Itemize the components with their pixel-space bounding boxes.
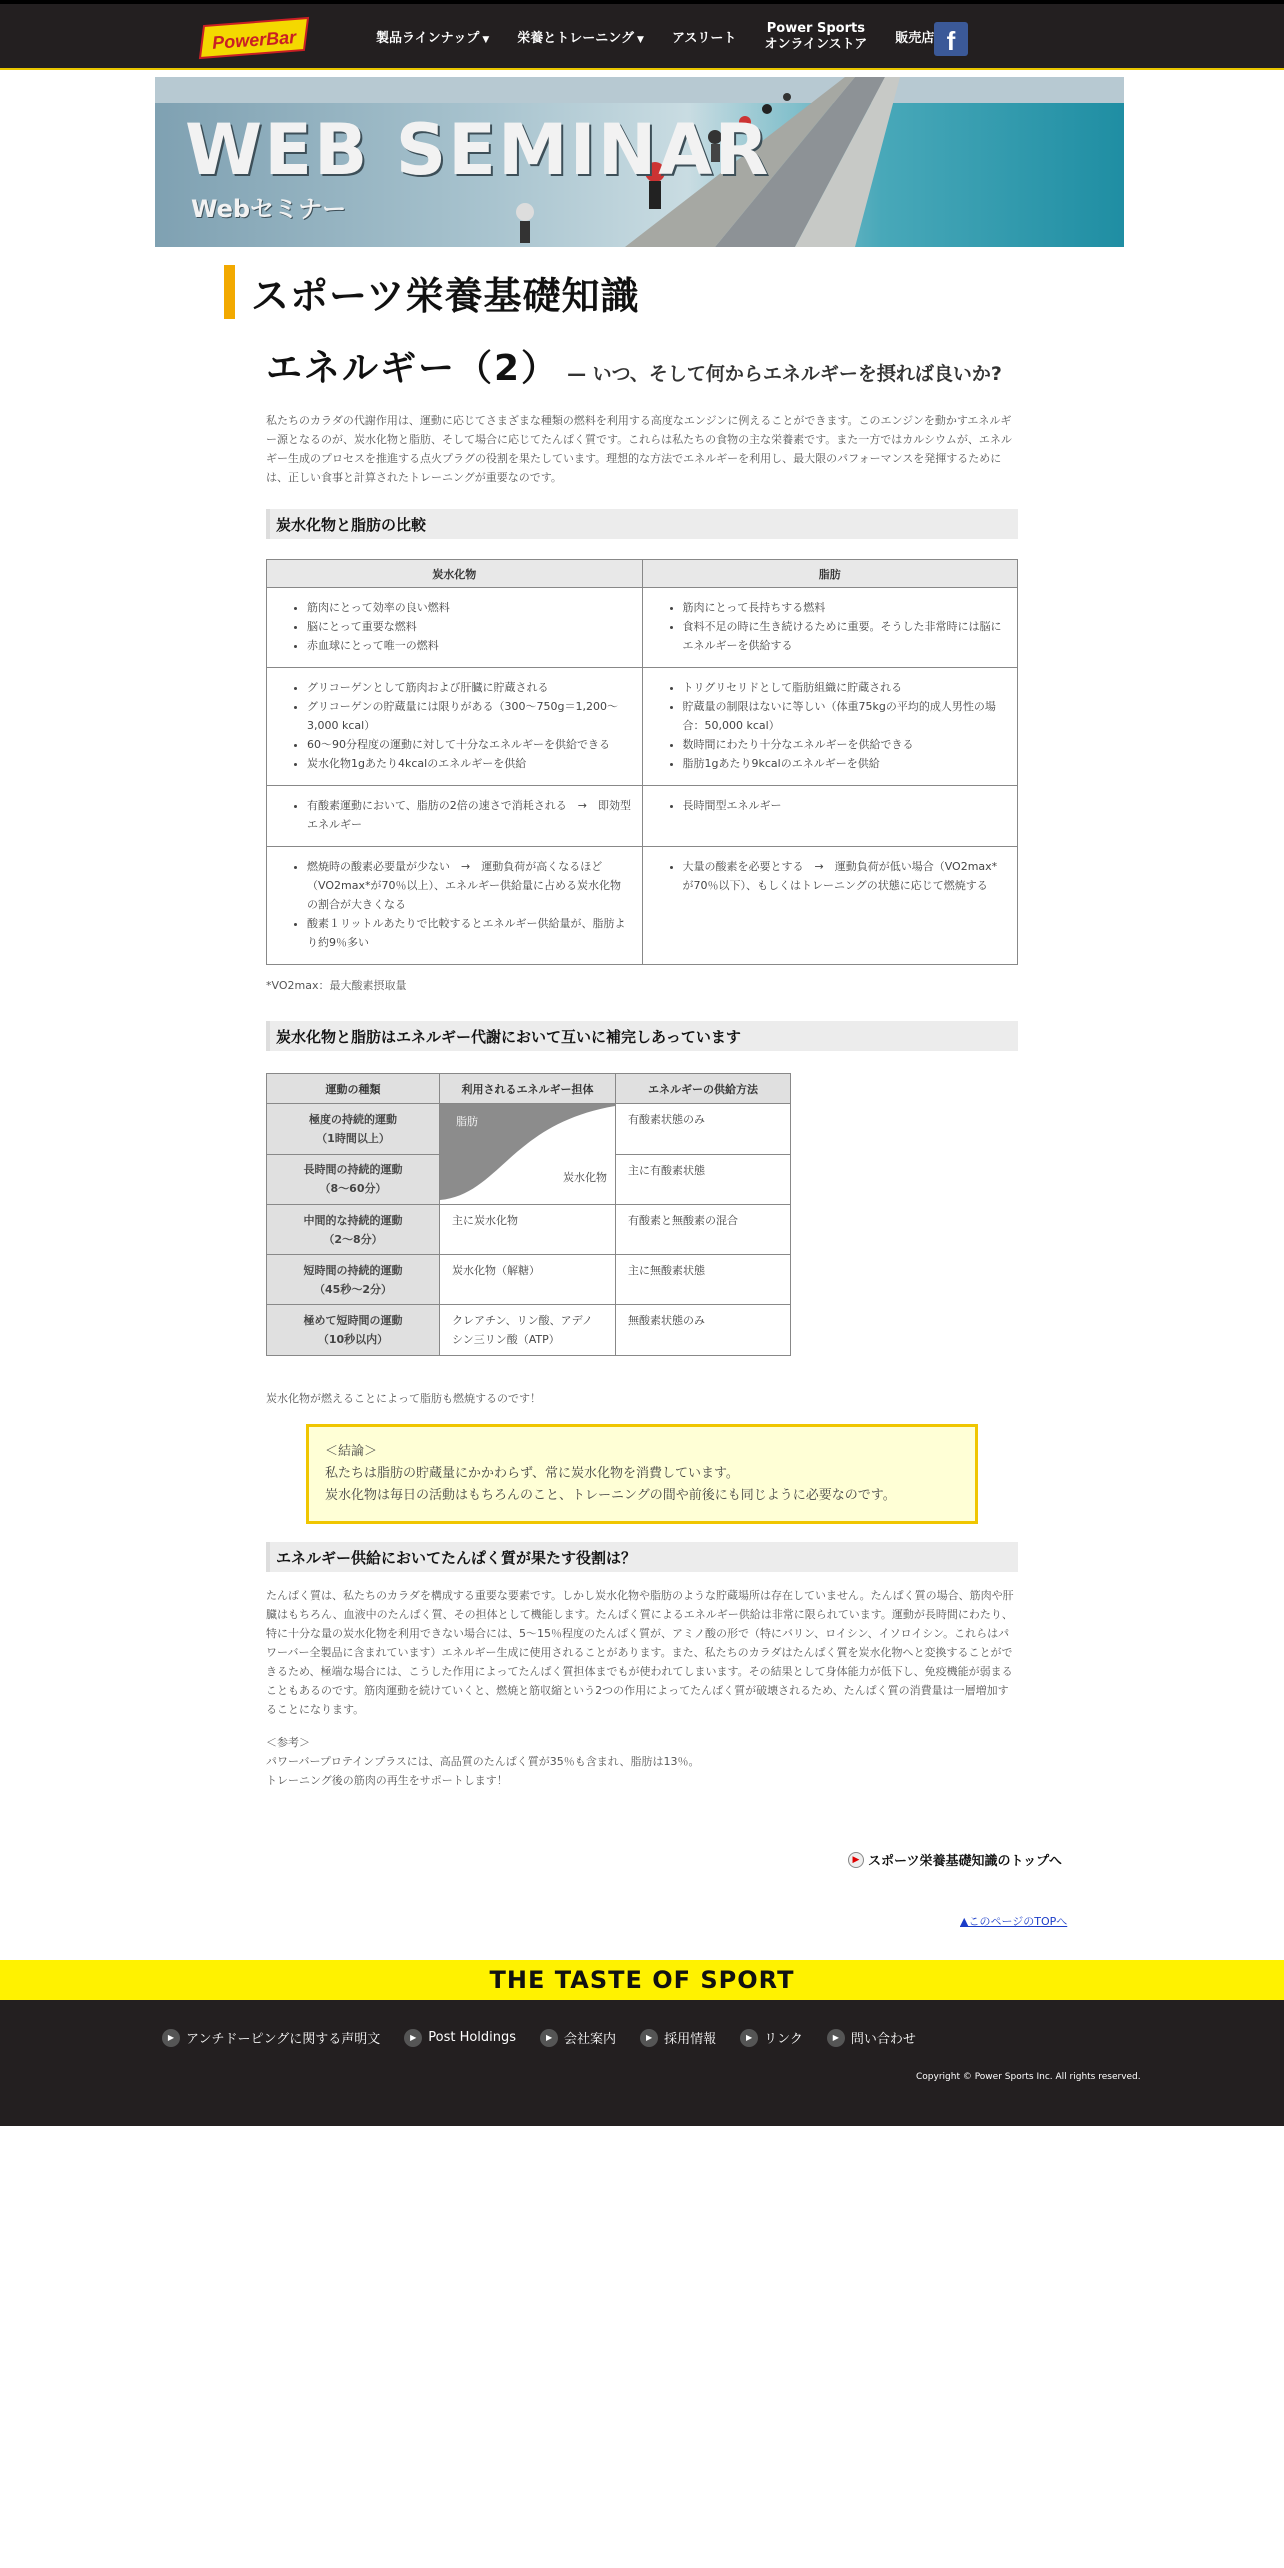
main-nav	[376, 4, 962, 74]
burn-note: 炭水化物が燃えることによって脂肪も燃焼するのです！	[266, 1392, 541, 1405]
list-item: • 赤血球にとって唯一の燃料	[307, 636, 632, 655]
chevron-down-icon: ▼	[482, 34, 490, 45]
facebook-icon[interactable]: f	[934, 22, 968, 56]
carb-cell	[267, 588, 643, 668]
table-row	[267, 847, 1018, 965]
list-item: • 筋肉にとって長持ちする燃料	[683, 598, 1008, 617]
exercise-type: 長時間の持続的運動 （8〜60分）	[267, 1154, 440, 1205]
bullet-list	[277, 678, 632, 773]
footer-link-recruit[interactable]: ▶ 採用情報	[640, 2028, 716, 2047]
fat-label: 脂肪	[456, 1115, 478, 1128]
exercise-type: 極度の持続的運動 （1時間以上）	[267, 1104, 440, 1155]
supply-method: 有酸素状態のみ	[616, 1104, 791, 1155]
list-item: • 貯蔵量の制限はないに等しい（体重75kgの平均的成人男性の場合：50,000 kcal）	[683, 697, 1008, 735]
table-row	[267, 1255, 791, 1305]
supply-method: 主に無酸素状態	[616, 1255, 791, 1305]
banner-title: WEB SEMINAR	[185, 109, 771, 191]
nav-nutrition-training[interactable]: 栄養とトレーニング ▼	[517, 30, 644, 46]
bullet-list	[277, 796, 632, 834]
col-header-exercise: 運動の種類	[267, 1074, 440, 1104]
fat-cell	[642, 668, 1018, 786]
heading-protein: エネルギー供給においてたんぱく質が果たす役割は？	[266, 1542, 1018, 1572]
footer-link-contact[interactable]: ▶ 問い合わせ	[827, 2028, 916, 2047]
list-item: • 燃焼時の酸素必要量が少ない → 運動負荷が高くなるほど（VO2max*が70％以上）、エネルギー供給量に占める炭水化物の割合が大きくなる	[307, 857, 632, 914]
back-link-label: スポーツ栄養基礎知識のトップへ	[868, 1854, 1062, 1869]
tagline-banner: THE TASTE OF SPORT	[0, 1960, 1284, 2000]
energy-carrier: 主に炭水化物	[440, 1205, 616, 1255]
exercise-type: 中間的な持続的運動 （2〜8分）	[267, 1205, 440, 1255]
heading-complement: 炭水化物と脂肪はエネルギー代謝において互いに補完しあっています	[266, 1021, 1018, 1051]
nav-athletes[interactable]: アスリート	[671, 31, 737, 46]
section-heading	[224, 265, 639, 319]
chevron-down-icon: ▼	[637, 34, 644, 45]
col-header-carb: 炭水化物	[267, 560, 643, 588]
list-item: • 長時間型エネルギー	[683, 796, 1008, 815]
conclusion-heading: ＜結論＞	[325, 1444, 378, 1459]
conclusion-line: 炭水化物は毎日の活動はもちろんのこと、トレーニングの間や前後にも同じように必要なのです。	[325, 1488, 896, 1503]
supply-method: 主に有酸素状態	[616, 1154, 791, 1205]
col-header-carrier: 利用されるエネルギー担体	[440, 1074, 616, 1104]
nav-retailers[interactable]: 販売店	[895, 31, 935, 46]
list-item: • 60〜90分程度の運動に対して十分なエネルギーを供給できる	[307, 735, 632, 754]
energy-carrier-chart	[440, 1104, 616, 1205]
arrow-right-icon: ▶	[404, 2029, 422, 2047]
fat-cell	[642, 847, 1018, 965]
heading-accent-bar	[224, 265, 235, 319]
arrow-right-icon: ▶	[162, 2029, 180, 2047]
comparison-table	[266, 559, 1018, 965]
table-row	[267, 786, 1018, 847]
list-item: • 筋肉にとって効率の良い燃料	[307, 598, 632, 617]
footer-link-company[interactable]: ▶ 会社案内	[540, 2028, 616, 2047]
footnote: *VO2max：最大酸素摂取量	[266, 979, 407, 992]
carb-cell	[267, 786, 643, 847]
reference-line: トレーニング後の筋肉の再生をサポートします！	[266, 1774, 508, 1787]
fat-cell	[642, 588, 1018, 668]
table-row	[267, 668, 1018, 786]
list-item: • トリグリセリドとして脂肪組織に貯蔵される	[683, 678, 1008, 697]
site-header	[0, 0, 1284, 70]
article-title-sub: — いつ、そして何からエネルギーを摂れば良いか?	[567, 363, 1002, 385]
protein-paragraph: たんぱく質は、私たちのカラダを構成する重要な要素です。しかし炭水化物や脂肪のような貯蔵場所は存在していません。たんぱく質の場合、筋肉や肝臓はもちろん、血液中のたんぱく質、その担体として機能します。たんぱく質によるエネルギー供給は非常に限られています。運動が長時間にわたり、特に十分な量の炭水化物を利用できない場合には、5〜15％程度のたんぱく質が、アミノ酸の形で（特にバリン、ロイシン、イソロイシン。これらはパワーバー全製品に含まれています）エネルギー生成に使用されることがあります。また、私たちのカラダはたんぱく質を炭水化物へと変換することができるため、極端な場合には、こうした作用によってたんぱく質担体までもが使われてしまいます。その結果として身体能力が低下し、免疫機能が弱まることもあるのです。筋肉運動を続けていくと、燃焼と筋収縮という2つの作用によってたんぱく質が破壊されるため、たんぱく質の消費量は一層増加することになります。	[266, 1589, 1014, 1716]
exercise-type: 短時間の持続的運動 （45秒〜2分）	[267, 1255, 440, 1305]
list-item: • 有酸素運動において、脂肪の2倍の速さで消耗される → 即効型エネルギー	[307, 796, 632, 834]
arrow-right-icon: ▶	[827, 2029, 845, 2047]
article-title	[266, 340, 1018, 391]
table-row	[267, 588, 1018, 668]
exercise-table	[266, 1073, 791, 1356]
arrow-right-icon: ▶	[540, 2029, 558, 2047]
list-item: • 脂肪1gあたり9kcalのエネルギーを供給	[683, 754, 1008, 773]
energy-carrier: 炭水化物（解糖）	[440, 1255, 616, 1305]
back-to-basics-link[interactable]	[848, 1850, 1062, 1869]
table-row	[267, 1305, 791, 1356]
copyright: Copyright © Power Sports Inc. All rights reserved.	[916, 2072, 1141, 2082]
table-row	[267, 1104, 791, 1155]
bullet-list	[653, 796, 1008, 815]
heading-compare: 炭水化物と脂肪の比較	[266, 509, 1018, 539]
carb-cell	[267, 847, 643, 965]
conclusion-box	[306, 1424, 978, 1524]
page-top-link[interactable]: ▲このページのTOPへ	[960, 1915, 1068, 1928]
reference-line: パワーバープロテインプラスには、高品質のたんぱく質が35％も含まれ、脂肪は13％。	[266, 1755, 700, 1768]
article	[266, 340, 1018, 1790]
svg-text:PowerBar: PowerBar	[211, 27, 297, 53]
footer-nav	[162, 2028, 940, 2047]
col-header-fat: 脂肪	[642, 560, 1018, 588]
footer-link-links[interactable]: ▶ リンク	[740, 2028, 803, 2047]
bullet-list	[653, 678, 1008, 773]
banner-subtitle: Webセミナー	[191, 195, 347, 223]
energy-carrier: クレアチン、リン酸、アデノシン三リン酸（ATP）	[440, 1305, 616, 1356]
arrow-right-icon: ▶	[640, 2029, 658, 2047]
list-item: • 食料不足の時に生き続けるために重要。そうした非常時には脳にエネルギーを供給する	[683, 617, 1008, 655]
bullet-list	[277, 857, 632, 952]
intro-paragraph: 私たちのカラダの代謝作用は、運動に応じてさまざまな種類の燃料を利用する高度なエンジンに例えることができます。このエンジンを動かすエネルギー源となるのが、炭水化物と脂肪、そして場合に応じてたんぱく質です。これらは私たちの食物の主な栄養素です。また一方ではカルシウムが、エネルギー生成のプロセスを推進する点火プラグの役割を果たしています。理想的な方法でエネルギーを利用し、最大限のパフォーマンスを発揮するためには、正しい食事と計算されたトレーニングが重要なのです。	[266, 414, 1012, 484]
footer-link-post-holdings[interactable]: ▶ Post Holdings	[404, 2028, 516, 2047]
article-title-main: エネルギー（2）	[266, 348, 560, 389]
arrow-right-icon: ▶	[740, 2029, 758, 2047]
list-item: • 炭水化物1gあたり4kcalのエネルギーを供給	[307, 754, 632, 773]
carb-cell	[267, 668, 643, 786]
fat-cell	[642, 786, 1018, 847]
conclusion-line: 私たちは脂肪の貯蔵量にかかわらず、常に炭水化物を消費しています。	[325, 1466, 739, 1481]
list-item: • 酸素１リットルあたりで比較するとエネルギー供給量が、脂肪より約9％多い	[307, 914, 632, 952]
site-footer	[0, 2000, 1284, 2126]
col-header-supply: エネルギーの供給方法	[616, 1074, 791, 1104]
bullet-list	[653, 598, 1008, 655]
bullet-list	[277, 598, 632, 655]
list-item: • グリコーゲンの貯蔵量には限りがある（300〜750g＝1,200〜3,000 kcal）	[307, 697, 632, 735]
reference-heading: ＜参考＞	[266, 1736, 310, 1749]
nav-products[interactable]: 製品ラインナップ ▼	[376, 30, 490, 46]
list-item: • 脳にとって重要な燃料	[307, 617, 632, 636]
web-seminar-banner	[155, 77, 1124, 247]
supply-method: 有酸素と無酸素の混合	[616, 1205, 791, 1255]
section-title: スポーツ栄養基礎知識	[251, 273, 640, 318]
nav-online-store[interactable]: Power Sports オンラインストア	[764, 21, 868, 52]
list-item: • グリコーゲンとして筋肉および肝臓に貯蔵される	[307, 678, 632, 697]
carb-label: 炭水化物	[563, 1171, 607, 1184]
list-item: • 数時間にわたり十分なエネルギーを供給できる	[683, 735, 1008, 754]
table-row	[267, 1205, 791, 1255]
arrow-right-icon: ▶	[848, 1852, 864, 1868]
list-item: • 大量の酸素を必要とする → 運動負荷が低い場合（VO2max*が70％以下）、もしくはトレーニングの状態に応じて燃焼する	[683, 857, 1008, 895]
supply-method: 無酸素状態のみ	[616, 1305, 791, 1356]
powerbar-logo[interactable]	[198, 16, 310, 60]
footer-link-antidoping[interactable]: ▶ アンチドーピングに関する声明文	[162, 2028, 380, 2047]
exercise-type: 極めて短時間の運動 （10秒以内）	[267, 1305, 440, 1356]
reference-block	[266, 1733, 1018, 1790]
bullet-list	[653, 857, 1008, 895]
